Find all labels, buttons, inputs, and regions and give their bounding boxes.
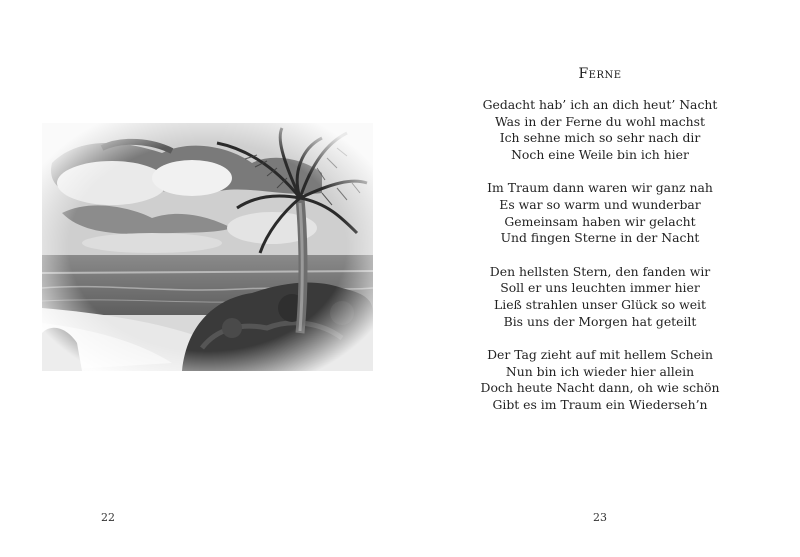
poem-line: Der Tag zieht auf mit hellem Schein — [487, 346, 713, 362]
beach-palm-photo — [42, 123, 373, 371]
page-number-right: 23 — [593, 511, 607, 524]
poem-line: Nun bin ich wieder hier allein — [505, 363, 695, 379]
poem-line: Im Traum dann waren wir ganz nah — [487, 180, 713, 196]
stanza — [400, 180, 800, 247]
poem-body — [400, 97, 800, 430]
poem-line: Den hellsten Stern, den fanden wir — [489, 263, 711, 279]
poem-title: Ferne — [578, 66, 622, 82]
stanza — [400, 347, 800, 414]
beach-palm-illustration — [42, 123, 373, 371]
stanza — [400, 264, 800, 331]
poem-line: Soll er uns leuchten immer hier — [500, 280, 700, 296]
stanza — [400, 97, 800, 164]
poem-line: Gibt es im Traum ein Wiederseh’n — [492, 397, 708, 413]
poem-line: Noch eine Weile bin ich hier — [511, 147, 689, 163]
poem-line: Bis uns der Morgen hat geteilt — [503, 313, 697, 329]
poem-line: Gedacht hab’ ich an dich heut’ Nacht — [482, 97, 718, 112]
poem-line: Es war so warm und wunderbar — [499, 197, 701, 213]
poem-line: Ließ strahlen unser Glück so weit — [494, 297, 706, 313]
poem-line: Was in der Ferne du wohl machst — [495, 113, 705, 129]
poem-line: Ich sehne mich so sehr nach dir — [499, 130, 701, 146]
poem-line: Gemeinsam haben wir gelacht — [504, 213, 696, 229]
right-page — [400, 0, 800, 557]
page-number-left: 22 — [101, 511, 115, 524]
poem-line: Doch heute Nacht dann, oh wie schön — [480, 380, 720, 396]
poem-line: Und fingen Sterne in der Nacht — [500, 230, 700, 246]
